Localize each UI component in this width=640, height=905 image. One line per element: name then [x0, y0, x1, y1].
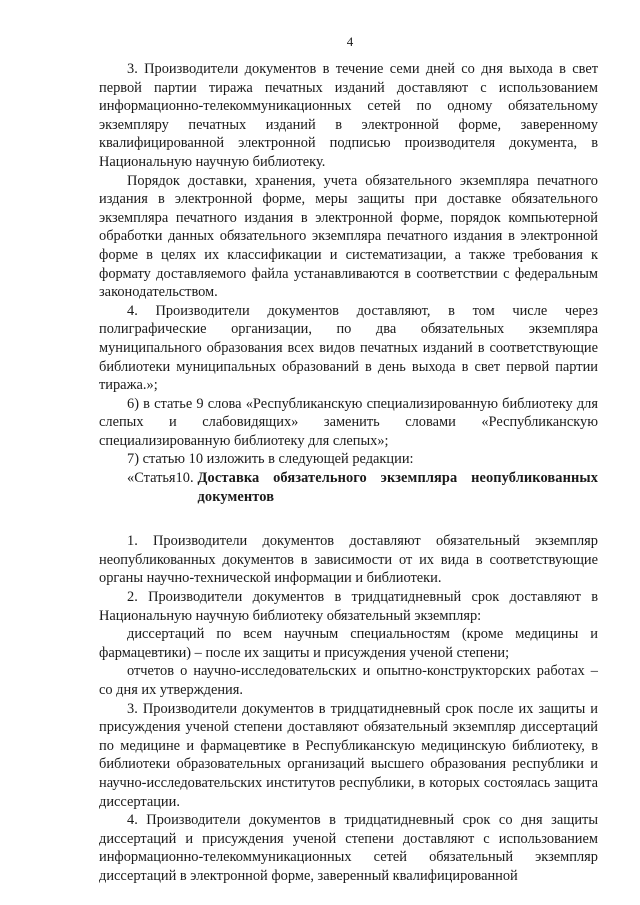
article-label: «Статья10. — [127, 470, 194, 487]
document-body — [99, 60, 598, 886]
article-heading — [127, 469, 598, 506]
page-number: 4 — [346, 34, 354, 49]
paragraph-dissertations: диссертаций по всем научным специальностям (кроме медицины и фармацевтики) – после их защиты и присуждения ученой степени; — [99, 626, 598, 661]
paragraph-item-3-electronic-delivery: 3. Производители документов в течение семи дней со дня выхода в свет первой партии тиража печатных изданий доставляют с использованием информационно-телекоммуникационных сетей по одному обязательному экземпляру печатных изданий в электронной форме, заверенному квалифицированной электронной подписью производителя документа, в Национальную научную библиотеку. — [99, 61, 598, 170]
paragraph-delivery-procedure: Порядок доставки, хранения, учета обязательного экземпляра печатного издания в электронной форме, меры защиты при доставке обязательного экземпляра печатного издания в электронной форме, порядок компьютерной обработки данных обязательного экземпляра печатного издания в электронной форме в целях их классификации и систематизации, а также требования к формату доставляемого файла устанавливаются в соответствии с федеральным законодательством. — [99, 172, 598, 301]
paragraph-item-4-municipal: 4. Производители документов доставляют, в том числе через полиграфические организации, по два обязательных экземпляра муниципального образования всех видов печатных изданий в соответствующие библиотеки муниципальных образований в день выхода в свет первой партии тиража.»; — [99, 302, 598, 394]
paragraph-amendment-7: 7) статью 10 изложить в следующей редакции: — [127, 451, 414, 468]
paragraph-article-10-item-3: 3. Производители документов в тридцатидневный срок после их защиты и присуждения ученой степени доставляют обязательный экземпляр диссертаций по медицине и фармацевтике в Республиканскую медицинскую библиотеку, в библиотеки образовательных организаций высшего образования республики и научно-исследовательских институтов республики, в которых состоялась защита диссертации. — [99, 700, 598, 810]
article-title: Доставка обязательного экземпляра неопубликованных документов — [197, 470, 598, 505]
paragraph-reports: отчетов о научно-исследовательских и опытно-конструкторских работах – со дня их утверждения. — [99, 663, 598, 698]
paragraph-amendment-6: 6) в статье 9 слова «Республиканскую специализированную библиотеку для слепых и слабовидящих» заменить словами «Республиканскую специализированную библиотеку для слепых»; — [99, 395, 598, 449]
paragraph-article-10-item-1: 1. Производители документов доставляют обязательный экземпляр неопубликованных документов в зависимости от их вида в соответствующие органы научно-технической информации и библиотеки. — [99, 533, 598, 587]
section-spacer — [99, 506, 598, 532]
paragraph-article-10-item-4: 4. Производители документов в тридцатидневный срок со дня защиты диссертаций и присуждения ученой степени доставляют с использованием информационно-телекоммуникационных сетей обязательный экземпляр диссертаций в электронной форме, заверенный квалифицированной — [99, 812, 598, 884]
paragraph-article-10-item-2: 2. Производители документов в тридцатидневный срок доставляют в Национальную научную библиотеку обязательный экземпляр: — [99, 589, 598, 624]
